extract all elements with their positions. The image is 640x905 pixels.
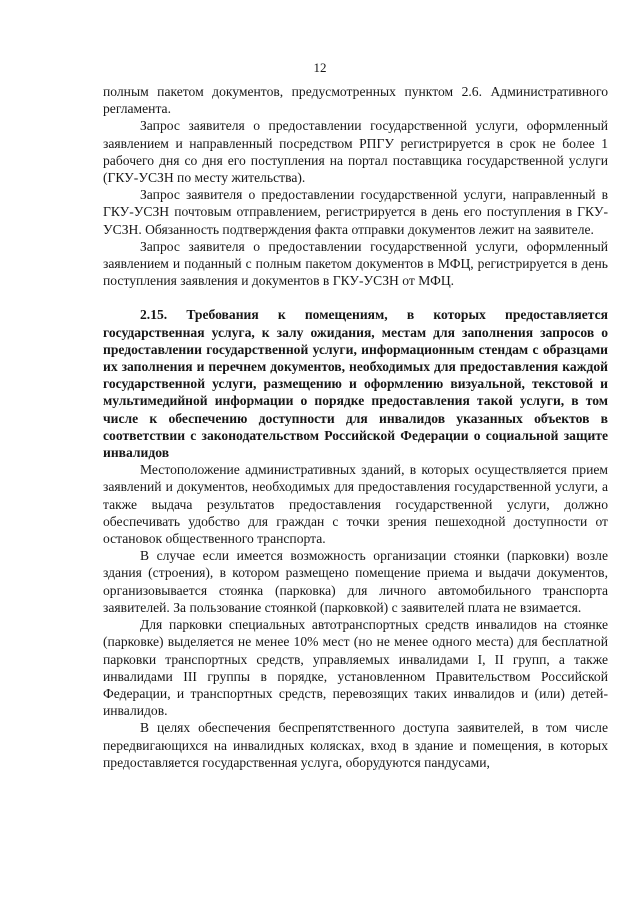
paragraph-postal-registration: Запрос заявителя о предоставлении государственной услуги, направленный в ГКУ-УСЗН почтовым отправлением, регистрируется в день его поступления в ГКУ-УСЗН. Обязанность подтверждения факта отправки документов лежит на заявителе.	[103, 187, 608, 237]
paragraph-building-location: Местоположение административных зданий, в которых осуществляется прием заявлений и документов, необходимых для предоставления государственной услуги, а также выдача результатов предоставления государственной услуги, должно обеспечивать удобство для граждан с точки зрения пешеходной доступности от остановок общественного транспорта.	[103, 462, 608, 547]
paragraph-ramps: В целях обеспечения беспрепятственного доступа заявителей, в том числе передвигающихся на инвалидных колясках, вход в здание и помещения, в которых предоставляется государственная услуга, оборудуются пандусами,	[103, 720, 608, 770]
paragraph-parking: В случае если имеется возможность организации стоянки (парковки) возле здания (строения), в котором размещено помещение приема и выдачи документов, организовывается стоянка (парковка) для личного автомобильного транспорта заявителей. За пользование стоянкой (парковкой) с заявителей плата не взимается.	[103, 548, 608, 615]
paragraph-disabled-parking: Для парковки специальных автотранспортных средств инвалидов на стоянке (парковке) выделяется не менее 10% мест (но не менее одного места) для бесплатной парковки транспортных средств, управляемых инвалидами I, II групп, а также инвалидами III группы в порядке, установленном Правительством Российской Федерации, и транспортных средств, перевозящих таких инвалидов и (или) детей-инвалидов.	[103, 617, 608, 719]
paragraph-mfc-registration: Запрос заявителя о предоставлении государственной услуги, оформленный заявлением и поданный с полным пакетом документов в МФЦ, регистрируется в день поступления заявления и документов в ГКУ-УСЗН от МФЦ.	[103, 238, 608, 289]
paragraph-rpgu-registration: Запрос заявителя о предоставлении государственной услуги, оформленный заявлением и направленный посредством РПГУ регистрируется в срок не более 1 рабочего дня со дня его поступления на портал поставщика государственной услуги (ГКУ-УСЗН по месту жительства).	[103, 118, 608, 186]
section-heading-2-15: 2.15. Требования к помещениям, в которых предоставляется государственная услуга, к залу ожидания, местам для заполнения запросов о предоставлении государственной услуги, информационным стендам с образцами их заполнения и перечнем документов, необходимых для предоставления каждой государственной услуги, размещению и оформлению визуальной, текстовой и мультимедийной информации о порядке предоставления такой услуги, в том числе к обеспечению доступности для инвалидов указанных объектов в соответствии с законодательством Российской Федерации о социальной защите инвалидов	[103, 307, 608, 461]
paragraph-continuation: полным пакетом документов, предусмотренных пунктом 2.6. Административного регламента.	[103, 84, 608, 117]
page-number: 12	[313, 60, 327, 75]
document-body	[103, 83, 608, 771]
